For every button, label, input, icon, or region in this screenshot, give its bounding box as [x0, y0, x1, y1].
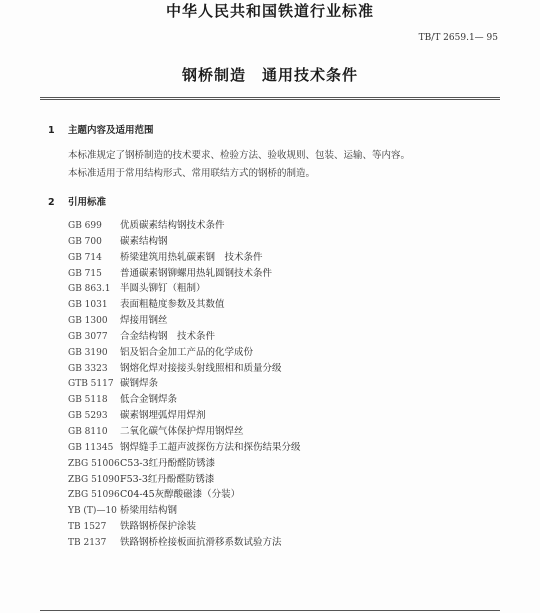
reference-code: GB 3323 [68, 363, 108, 374]
reference-item [68, 456, 301, 472]
section-1-title: 主题内容及适用范围 [68, 125, 154, 136]
reference-code: GB 3077 [68, 331, 108, 342]
reference-item [68, 361, 301, 377]
reference-code: ZBG 51006 [68, 458, 120, 469]
reference-item [68, 345, 301, 361]
reference-item [68, 313, 301, 329]
reference-item [68, 218, 301, 234]
reference-code: TB 1527 [68, 522, 107, 533]
reference-code: GB 5293 [68, 411, 108, 422]
reference-item [68, 266, 301, 282]
reference-title: 钢熔化焊对接接头射线照相和质量分级 [120, 362, 282, 374]
title-rule-top [40, 97, 500, 98]
reference-item [68, 487, 301, 503]
reference-code: GB 863.1 [68, 284, 111, 295]
document-title-part2: 通用技术条件 [262, 66, 359, 84]
reference-title: C53-3红丹酚醛防锈漆 [120, 457, 216, 469]
standard-category-title: 中华人民共和国铁道行业标准 [165, 2, 374, 20]
section-1-paragraph-2: 本标准适用于常用结构形式、常用联结方式的钢桥的制造。 [68, 168, 316, 179]
reference-code: GTB 5117 [68, 379, 114, 390]
reference-item [68, 376, 301, 392]
reference-code: ZBG 51090 [68, 474, 120, 485]
reference-code: GB 715 [68, 268, 102, 279]
reference-item [68, 472, 301, 488]
reference-item [68, 424, 301, 440]
reference-title: 铁路钢桥栓接板面抗滑移系数试验方法 [120, 536, 282, 548]
reference-code: GB 699 [68, 221, 102, 231]
reference-code: GB 5118 [68, 395, 108, 406]
reference-code: GB 1031 [68, 300, 108, 311]
reference-item [68, 250, 301, 266]
reference-item [68, 408, 301, 424]
reference-item [68, 392, 301, 408]
reference-item [68, 519, 301, 535]
reference-title: 低合金钢焊条 [120, 394, 178, 406]
reference-title: 桥梁用结构钢 [120, 505, 178, 517]
reference-list [68, 218, 301, 551]
reference-title: 桥梁建筑用热轧碳素钢 技术条件 [120, 251, 263, 263]
reference-item [68, 503, 301, 519]
reference-item [68, 234, 301, 250]
reference-item [68, 440, 301, 456]
reference-title: 合金结构钢 技术条件 [120, 330, 216, 342]
reference-item [68, 535, 301, 551]
reference-title: 表面粗糙度参数及其数值 [120, 299, 225, 311]
reference-item [68, 297, 301, 313]
reference-code: GB 700 [68, 236, 102, 247]
section-2-title: 引用标准 [68, 197, 107, 208]
reference-code: GB 714 [68, 252, 102, 263]
section-2-heading [48, 194, 106, 208]
section-1-number: 1 [48, 125, 55, 136]
section-1-paragraph-1: 本标准规定了钢桥制造的技术要求、检验方法、验收规则、包装、运输、等内容。 [68, 150, 411, 161]
reference-title: 焊接用钢丝 [120, 315, 168, 327]
reference-title: 铁路钢桥保护涂装 [120, 521, 197, 533]
reference-title: 钢焊缝手工超声波探伤方法和探伤结果分级 [120, 441, 301, 453]
reference-title: C04-45灰醇酸磁漆（分装） [120, 489, 241, 501]
standard-code: TB/T 2659.1— 95 [418, 33, 498, 43]
reference-code: ZBG 51096 [68, 490, 120, 501]
reference-code: GB 11345 [68, 442, 114, 453]
section-1-heading [48, 122, 154, 136]
reference-title: 碳素钢埋弧焊用焊剂 [120, 410, 206, 422]
reference-code: GB 1300 [68, 316, 108, 327]
reference-title: 普通碳素钢铆螺用热轧圆钢技术条件 [120, 267, 273, 279]
reference-title: 半圆头铆钉（粗制） [120, 283, 206, 295]
reference-code: GB 8110 [68, 426, 108, 437]
reference-title: F53-3红丹酚醛防锈漆 [120, 473, 215, 485]
reference-code: YB (T)—10 [68, 506, 117, 517]
reference-title: 碳钢焊条 [120, 378, 159, 390]
document-title-part1: 钢桥制造 [181, 66, 246, 84]
reference-item [68, 329, 301, 345]
reference-title: 碳素结构钢 [120, 235, 168, 247]
section-2-number: 2 [48, 197, 55, 208]
reference-title: 二氧化碳气体保护焊用钢焊丝 [120, 425, 244, 437]
reference-code: TB 2137 [68, 537, 107, 548]
document-title [0, 64, 540, 85]
page-bottom-rule [40, 610, 500, 611]
reference-title: 优质碳素结构钢技术条件 [120, 220, 225, 231]
reference-item [68, 281, 301, 297]
title-rule-bottom [40, 99, 500, 100]
reference-title: 铝及铝合金加工产品的化学成份 [120, 346, 254, 358]
reference-code: GB 3190 [68, 347, 108, 358]
